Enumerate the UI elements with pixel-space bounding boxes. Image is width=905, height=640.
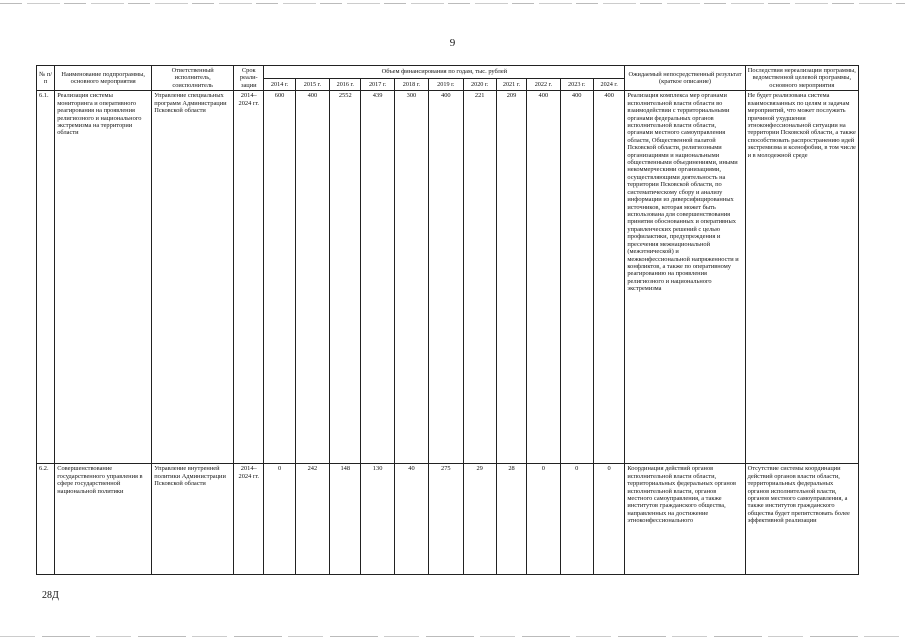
- row-name: Реализация системы мониторинга и оперативного реагирования на проявления религиозного и национального экстремизма на территории области: [55, 91, 152, 464]
- funding-cell: 0: [593, 464, 624, 575]
- year-header: 2020 г.: [463, 78, 496, 91]
- funding-cell: 300: [394, 91, 428, 464]
- row-num: 6.1.: [37, 91, 55, 464]
- year-header: 2018 г.: [394, 78, 428, 91]
- header-consequences: Последствия нереализации программы, ведомственной целевой программы, основного мероприятия: [745, 66, 858, 91]
- funding-cell: 400: [429, 91, 463, 464]
- funding-cell: 242: [295, 464, 329, 575]
- funding-cell: 400: [593, 91, 624, 464]
- header-funding: Объем финансирования по годам, тыс. рублей: [264, 66, 625, 79]
- page-number: 9: [449, 37, 456, 49]
- funding-cell: 148: [330, 464, 361, 575]
- funding-cell: 400: [295, 91, 329, 464]
- row-responsible: Управление внутренней политики Администрации Псковской области: [152, 464, 234, 575]
- funding-cell: 2552: [330, 91, 361, 464]
- table-row: [37, 464, 859, 575]
- footer-code: 28Д: [42, 590, 59, 601]
- program-table: [36, 65, 859, 575]
- header-num: № п/п: [37, 66, 55, 91]
- funding-cell: 400: [560, 91, 593, 464]
- year-header: 2015 г.: [295, 78, 329, 91]
- scan-edge-top: [0, 3, 905, 4]
- funding-cell: 439: [361, 91, 394, 464]
- year-header: 2016 г.: [330, 78, 361, 91]
- row-consequences: Отсутствие системы координации действий органов власти области, территориальных федеральных органов исполнительной власти, органов местного самоуправления, а также институтов гражданского общества будет препятствовать более эффективной реализации: [745, 464, 858, 575]
- funding-cell: 28: [496, 464, 526, 575]
- funding-cell: 600: [264, 91, 295, 464]
- funding-cell: 40: [394, 464, 428, 575]
- row-result: Реализация комплекса мер органами исполнительной власти области во взаимодействии с территориальными органами федеральных органов исполнительной власти области, органами местного самоуправления области, Общественной палатой Псковской области, религиозными организациями и национальными общественными объединениями, иными некоммерческими организациями, осуществляющими деятельность на территории Псковской области, по систематическому сбору и анализу информации из диверсифицированных источников, которая может быть использована для совершенствования принятия обоснованных и оперативных управленческих решений с целью профилактики, предупреждения и пресечения межнациональной (межэтнической) и межконфессиональной напряженности и конфликтов, а также по оперативному реагированию на проявления религиозного и национального экстремизма: [625, 91, 745, 464]
- funding-cell: 130: [361, 464, 394, 575]
- row-term: 2014–2024 гг.: [234, 91, 264, 464]
- row-term: 2014–2024 гг.: [234, 464, 264, 575]
- row-responsible: Управление специальных программ Администрации Псковской области: [152, 91, 234, 464]
- table-row: [37, 91, 859, 464]
- header-row-top: [37, 66, 859, 79]
- funding-cell: 29: [463, 464, 496, 575]
- year-header: 2014 г.: [264, 78, 295, 91]
- funding-cell: 275: [429, 464, 463, 575]
- year-header: 2019 г.: [429, 78, 463, 91]
- funding-cell: 400: [527, 91, 560, 464]
- funding-cell: 0: [264, 464, 295, 575]
- year-header: 2023 г.: [560, 78, 593, 91]
- header-name: Наименование подпрограммы, основного мероприятия: [55, 66, 152, 91]
- year-header: 2022 г.: [527, 78, 560, 91]
- row-consequences: Не будет реализована система взаимосвязанных по целям и задачам мероприятий, что может послужить причиной ухудшения этноконфессиональной ситуации на территории Псковской области, а также способствовать распространению идей экстремизма и ксенофобии, в том числе и в молодежной среде: [745, 91, 858, 464]
- funding-cell: 221: [463, 91, 496, 464]
- year-header: 2017 г.: [361, 78, 394, 91]
- scan-edge-bottom: [0, 636, 905, 637]
- funding-cell: 209: [496, 91, 526, 464]
- funding-cell: 0: [527, 464, 560, 575]
- row-num: 6.2.: [37, 464, 55, 575]
- year-header: 2021 г.: [496, 78, 526, 91]
- header-result: Ожидаемый непосредственный результат (краткое описание): [625, 66, 745, 91]
- header-responsible: Ответственный исполнитель, соисполнитель: [152, 66, 234, 91]
- row-name: Совершенствование государственного управления в сфере государственной национальной политики: [55, 464, 152, 575]
- year-header: 2024 г.: [593, 78, 624, 91]
- header-term: Срок реали-зации: [234, 66, 264, 91]
- funding-cell: 0: [560, 464, 593, 575]
- row-result: Координация действий органов исполнительной власти области, территориальных федеральных органов исполнительной власти, органов местного самоуправления, а также институтов гражданского общества, направленных на достижение этноконфессионального: [625, 464, 745, 575]
